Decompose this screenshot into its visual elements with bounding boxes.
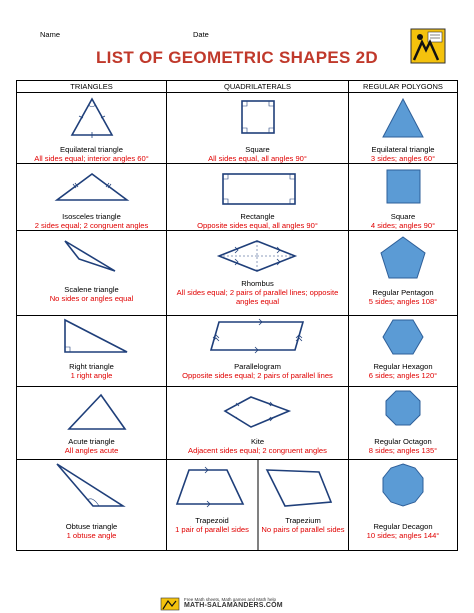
shapes-table [16, 80, 458, 551]
triangle-desc: 1 obtuse angle [66, 531, 117, 540]
polygon-desc: 5 sides; angles 108° [368, 297, 438, 306]
triangle-name: Scalene triangle [64, 285, 119, 294]
polygon-name: Regular Decagon [373, 522, 433, 531]
salamander-footer-icon [160, 597, 180, 611]
page-title: LIST OF GEOMETRIC SHAPES 2D [95, 48, 379, 67]
salamander-math-logo-icon [410, 28, 446, 64]
trapezium-desc: No pairs of parallel sides [261, 525, 345, 534]
triangle-name: Right triangle [69, 362, 114, 371]
date-label: Date [193, 30, 209, 39]
polygon-desc: 10 sides; angles 144° [366, 531, 440, 540]
polygon-desc: 3 sides; angles 60° [370, 154, 436, 163]
polygon-name: Equilateral triangle [371, 145, 435, 154]
quadrilateral-desc: All sides equal, all angles 90° [208, 154, 307, 163]
polygon-name: Regular Pentagon [372, 288, 434, 297]
triangle-desc: All angles acute [64, 446, 119, 455]
triangle-desc: 2 sides equal; 2 congruent angles [34, 221, 149, 230]
footer-branding [160, 597, 320, 611]
triangle-name: Acute triangle [68, 437, 115, 446]
name-label: Name [40, 30, 61, 39]
triangle-name: Obtuse triangle [65, 522, 118, 531]
column-header-quadrilaterals: QUADRILATERALS [167, 81, 349, 93]
quadrilateral-name: Rectangle [240, 212, 275, 221]
column-header-triangles: TRIANGLES [17, 81, 167, 93]
footer-brand: MATH-SALAMANDERS.COM [184, 602, 283, 609]
quadrilateral-desc: Opposite sides equal, all angles 90° [197, 221, 318, 230]
polygon-desc: 8 sides; angles 135° [368, 446, 438, 455]
polygon-name: Square [390, 212, 416, 221]
polygon-desc: 6 sides; angles 120° [368, 371, 438, 380]
triangle-desc: No sides or angles equal [49, 294, 134, 303]
polygon-desc: 4 sides; angles 90° [370, 221, 436, 230]
quadrilateral-desc: Opposite sides equal; 2 pairs of parallel lines [182, 371, 333, 380]
triangle-name: Equilateral triangle [60, 145, 123, 154]
triangle-name: Isosceles triangle [62, 212, 121, 221]
quadrilateral-name: Kite [250, 437, 265, 446]
trapezium-name: Trapezium [285, 516, 321, 525]
trapezoid-desc: 1 pair of parallel sides [175, 525, 249, 534]
polygon-name: Regular Octagon [374, 437, 432, 446]
quadrilateral-desc: All sides equal; 2 pairs of parallel lines; opposite angles equal [176, 288, 339, 306]
footer-tagline: Free Math sheets, Math games and Math help [184, 597, 277, 602]
trapezoid-name: Trapezoid [195, 516, 229, 525]
trapezoid-trapezium-shapes [167, 460, 349, 550]
quadrilateral-desc: Adjacent sides equal; 2 congruent angles [188, 446, 327, 455]
triangle-desc: 1 right angle [70, 371, 113, 380]
quadrilateral-name: Parallelogram [234, 362, 281, 371]
triangle-desc: All sides equal; interior angles 60° [34, 154, 149, 163]
quadrilateral-name: Square [245, 145, 270, 154]
quadrilateral-name: Rhombus [241, 279, 274, 288]
polygon-name: Regular Hexagon [373, 362, 433, 371]
column-header-regular-polygons: REGULAR POLYGONS [349, 81, 458, 93]
